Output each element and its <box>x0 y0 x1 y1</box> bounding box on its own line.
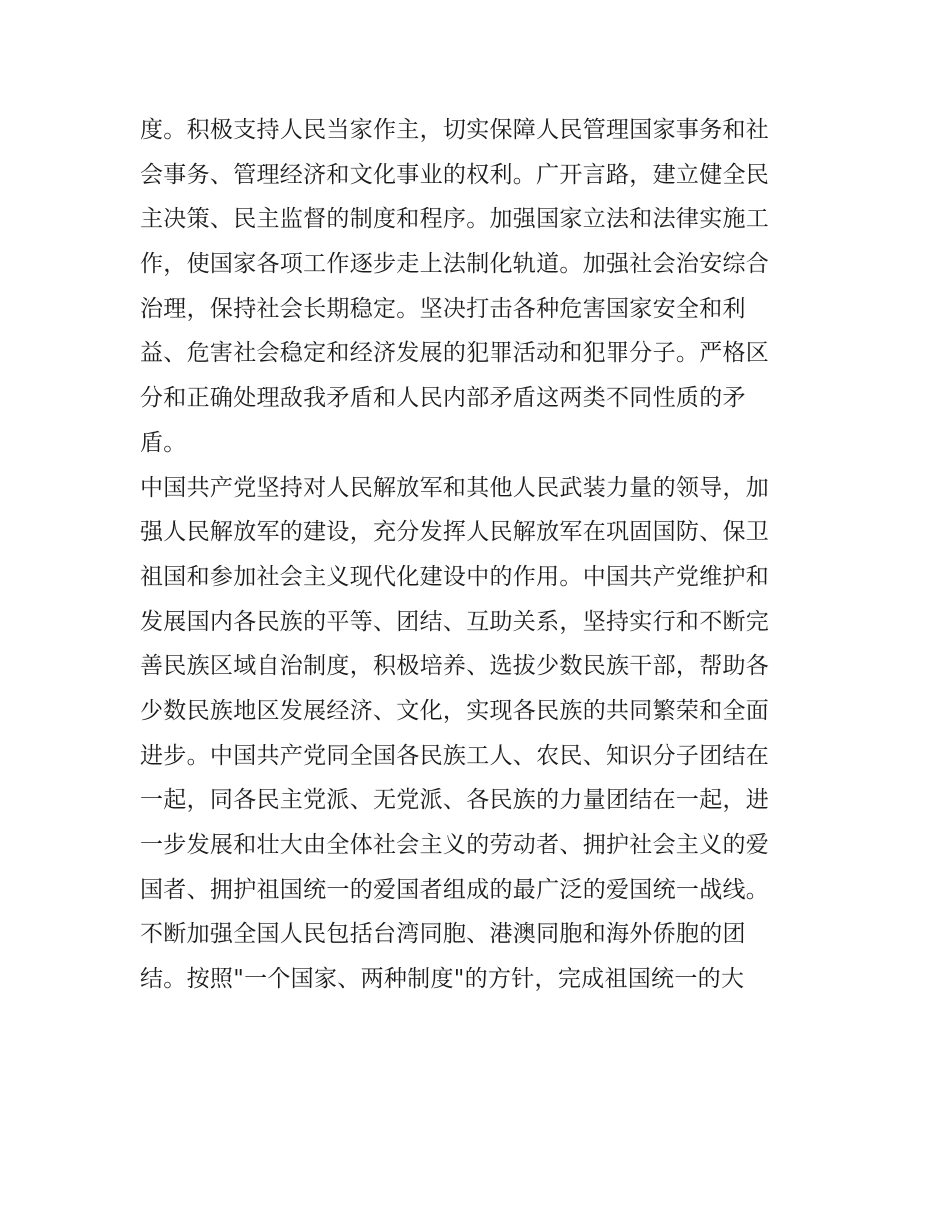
text-line: 不断加强全国人民包括台湾同胞、港澳同胞和海外侨胞的团 <box>140 921 746 948</box>
text-line: 善民族区域自治制度，积极培养、选拔少数民族干部，帮助各 <box>140 653 770 680</box>
text-line: 一步发展和壮大由全体社会主义的劳动者、拥护社会主义的爱 <box>140 832 770 858</box>
text-line: 度。积极支持人民当家作主，切实保障人民管理国家事务和社 <box>140 117 770 143</box>
text-line: 会事务、管理经济和文化事业的权利。广开言路，建立健全民 <box>140 161 770 188</box>
text-line: 进步。中国共产党同全国各民族工人、农民、知识分子团结在 <box>140 742 770 769</box>
text-line: 中国共产党坚持对人民解放军和其他人民武装力量的领导，加 <box>140 474 770 501</box>
text-line: 盾。 <box>140 429 187 456</box>
text-line: 一起，同各民主党派、无党派、各民族的力量团结在一起，进 <box>140 787 770 814</box>
text-line: 少数民族地区发展经济、文化，实现各民族的共同繁荣和全面 <box>140 697 770 724</box>
text-line: 祖国和参加社会主义现代化建设中的作用。中国共产党维护和 <box>140 563 770 590</box>
text-line: 结。按照"一个国家、两种制度"的方针，完成祖国统一的大 <box>140 966 745 993</box>
text-line: 主决策、民主监督的制度和程序。加强国家立法和法律实施工 <box>140 206 770 233</box>
text-line: 治理，保持社会长期稳定。坚决打击各种危害国家安全和利 <box>140 295 746 322</box>
text-line: 益、危害社会稳定和经济发展的犯罪活动和犯罪分子。严格区 <box>140 340 770 367</box>
text-line: 作，使国家各项工作逐步走上法制化轨道。加强社会治安综合 <box>140 251 770 278</box>
text-line: 分和正确处理敌我矛盾和人民内部矛盾这两类不同性质的矛 <box>140 385 746 412</box>
text-line: 强人民解放军的建设，充分发挥人民解放军在巩固国防、保卫 <box>140 519 770 546</box>
text-line: 发展国内各民族的平等、团结、互助关系，坚持实行和不断完 <box>140 608 770 635</box>
body-text <box>140 108 816 1002</box>
text-line: 国者、拥护祖国统一的爱国者组成的最广泛的爱国统一战线。 <box>140 876 770 903</box>
